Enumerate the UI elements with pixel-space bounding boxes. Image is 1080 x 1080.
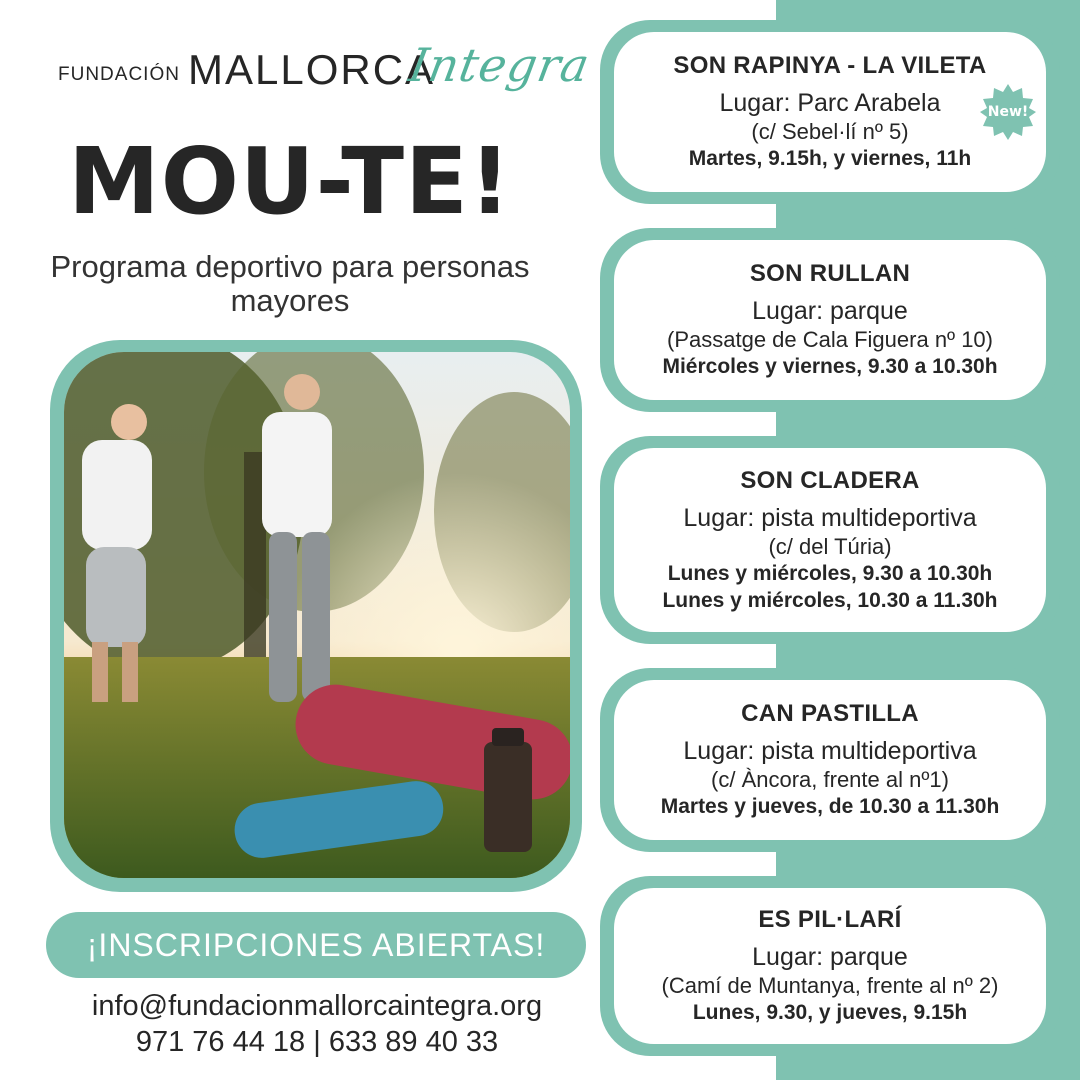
location-card-inner	[614, 888, 1046, 1044]
location-place: Lugar: Parc Arabela	[719, 89, 941, 117]
location-place: Lugar: pista multideportiva	[683, 503, 977, 532]
location-schedule: Lunes, 9.30, y jueves, 9.15h	[692, 1001, 968, 1024]
location-address: (Camí de Muntanya, frente al nº 2)	[661, 973, 999, 998]
location-card-inner	[614, 240, 1046, 400]
location-address: (c/ del Túria)	[768, 533, 892, 559]
location-card-inner	[614, 680, 1046, 840]
location-address: (c/ Àncora, frente al nº1)	[711, 767, 949, 792]
location-schedule: Martes y jueves, de 10.30 a 11.30h	[660, 795, 1000, 818]
location-address: (Passatge de Cala Figuera nº 10)	[667, 327, 993, 352]
new-badge-label: New!	[987, 104, 1029, 120]
location-name: SON RULLAN	[749, 260, 911, 287]
page-subtitle: Programa deportivo para personas mayores	[50, 249, 530, 318]
location-schedule: Miércoles y viernes, 9.30 a 10.30h	[662, 355, 998, 378]
location-name: CAN PASTILLA	[741, 700, 919, 727]
location-card	[600, 436, 1060, 644]
location-name: SON CLADERA	[740, 466, 920, 494]
page-title: MOU-TE!	[68, 128, 512, 235]
location-address: (c/ Sebel·lí nº 5)	[751, 119, 909, 144]
logo-integra: Integra	[405, 38, 595, 92]
logo	[58, 38, 595, 110]
location-name: SON RAPINYA - LA VILETA	[673, 52, 987, 79]
location-card	[600, 228, 1060, 412]
logo-mallorca: MALLORCA	[188, 46, 436, 93]
location-schedule: Martes, 9.15h, y viernes, 11h	[688, 147, 972, 170]
contact-email[interactable]: info@fundacionmallorcaintegra.org	[91, 990, 543, 1022]
location-card	[600, 668, 1060, 852]
location-card	[600, 876, 1060, 1056]
contact-phones[interactable]: 971 76 44 18 | 633 89 40 33	[135, 1026, 499, 1058]
location-place: Lugar: pista multideportiva	[683, 737, 977, 765]
registration-open-button[interactable]: ¡INSCRIPCIONES ABIERTAS!	[46, 912, 586, 978]
logo-fundacion: FUNDACIÓN	[58, 64, 180, 85]
contact-info	[30, 988, 604, 1060]
new-badge	[980, 84, 1036, 140]
location-schedule: Lunes y miércoles, 10.30 a 11.30h	[662, 588, 998, 612]
location-name: ES PIL·LARÍ	[758, 906, 902, 933]
location-schedule: Lunes y miércoles, 9.30 a 10.30h	[667, 561, 993, 585]
location-card-inner	[614, 448, 1046, 632]
seniors-exercising-photo	[64, 352, 570, 878]
location-place: Lugar: parque	[752, 297, 908, 325]
location-place: Lugar: parque	[752, 943, 908, 971]
